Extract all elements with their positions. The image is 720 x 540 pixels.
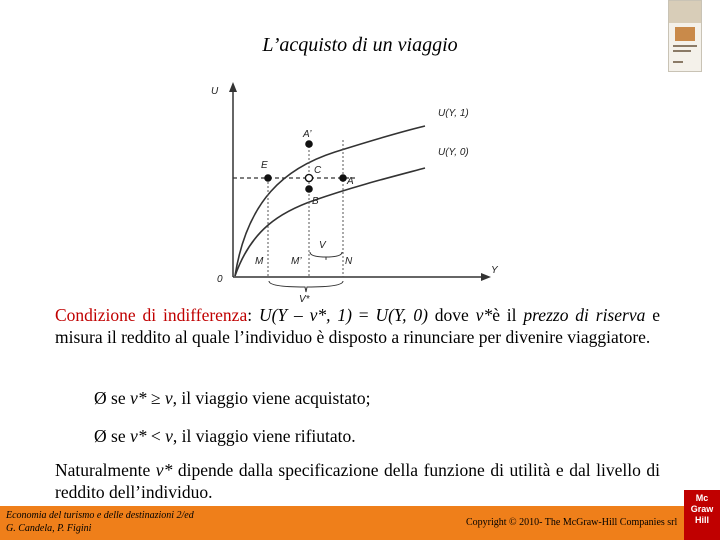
point-b-label: B (312, 196, 319, 207)
bracket-v-star (269, 281, 343, 292)
mcgraw-hill-logo (684, 490, 720, 540)
v-star: v* (155, 460, 173, 480)
tick-label-n: N (345, 256, 353, 267)
point-a-label: A (347, 176, 354, 187)
slide-title: L’acquisto di un viaggio (262, 34, 458, 56)
x-axis-arrow (481, 273, 491, 281)
bracket-v-label: V (319, 240, 326, 251)
point-e-label: E (261, 160, 268, 171)
book-cover-line (673, 45, 697, 47)
v: v (165, 426, 173, 446)
text-e-il: è il (492, 305, 524, 325)
footer-book-info (6, 509, 194, 535)
bullet-text: , il viaggio viene acquistato; (172, 388, 371, 408)
v-star: v* (475, 305, 493, 325)
tick-label-m-prime: M’ (291, 256, 302, 267)
footer-copyright: Copyright © 2010- The McGraw-Hill Companies srl (466, 517, 678, 528)
x-axis-label: Y (491, 265, 498, 276)
utility-graph (195, 80, 515, 305)
book-cover-photo (675, 27, 695, 41)
bullet-text: se (106, 426, 130, 446)
bracket-v-star-label: V* (299, 294, 310, 305)
book-cover-band (669, 1, 701, 23)
y-axis-label: U (211, 86, 219, 97)
book-cover-image (668, 0, 702, 72)
bracket-v (310, 252, 342, 260)
footer-bar (0, 506, 684, 540)
paragraph-text: Naturalmente (55, 460, 156, 480)
logo-line: Mc (695, 493, 709, 503)
reservation-price: prezzo di riserva (523, 305, 646, 325)
logo-line: Graw (690, 504, 714, 514)
point-c (305, 174, 312, 181)
logo-line: Hill (694, 515, 709, 525)
y-axis-arrow (229, 82, 237, 92)
indifference-paragraph (55, 304, 660, 348)
v-star: v* (129, 388, 147, 408)
text-dove: dove (427, 305, 476, 325)
paragraph-text: dipende dalla specificazione della funzione di utilità e dal livello di reddito dell’individuo. (55, 460, 661, 502)
curve-upper-label: U(Y, 1) (438, 108, 469, 119)
colon: : (247, 305, 259, 325)
formula-left: U(Y – v*, 1) (258, 305, 352, 325)
footer-book-title: Economia del turismo e delle destinazioni 2/ed (6, 510, 194, 521)
footer-authors: G. Candela, P. Figini (6, 523, 92, 534)
bullet-purchase (94, 388, 370, 409)
arrow-bullet-icon: Ø (94, 388, 107, 408)
v: v (164, 388, 173, 408)
point-a-prime (305, 140, 313, 148)
arrow-bullet-icon: Ø (94, 426, 107, 446)
point-a-prime-label: A’ (303, 129, 312, 140)
point-a (339, 174, 347, 182)
point-b (305, 185, 313, 193)
origin-label: 0 (217, 274, 223, 285)
curve-u-y-0 (235, 168, 425, 276)
tick-label-m: M (255, 256, 264, 267)
equals: = (351, 305, 376, 325)
curve-lower-label: U(Y, 0) (438, 147, 469, 158)
v-star: v* (129, 426, 147, 446)
curve-u-y-1 (235, 126, 425, 276)
bullet-text: , il viaggio viene rifiutato. (172, 426, 356, 446)
point-c-label: C (314, 165, 322, 176)
book-cover-line (673, 61, 683, 63)
bullet-reject (94, 426, 356, 447)
point-e (264, 174, 272, 182)
paragraph-rest: e misura il reddito al quale l’individuo è disposto a rinunciare per divenire viaggiatore. (55, 305, 660, 347)
book-cover-line (673, 50, 691, 52)
conclusion-paragraph (55, 459, 660, 503)
indifference-lead: Condizione di indifferenza (55, 305, 248, 325)
operator: < (146, 426, 166, 446)
bullet-text: se (106, 388, 130, 408)
formula-right: U(Y, 0) (375, 305, 428, 325)
operator: ≥ (146, 388, 165, 408)
